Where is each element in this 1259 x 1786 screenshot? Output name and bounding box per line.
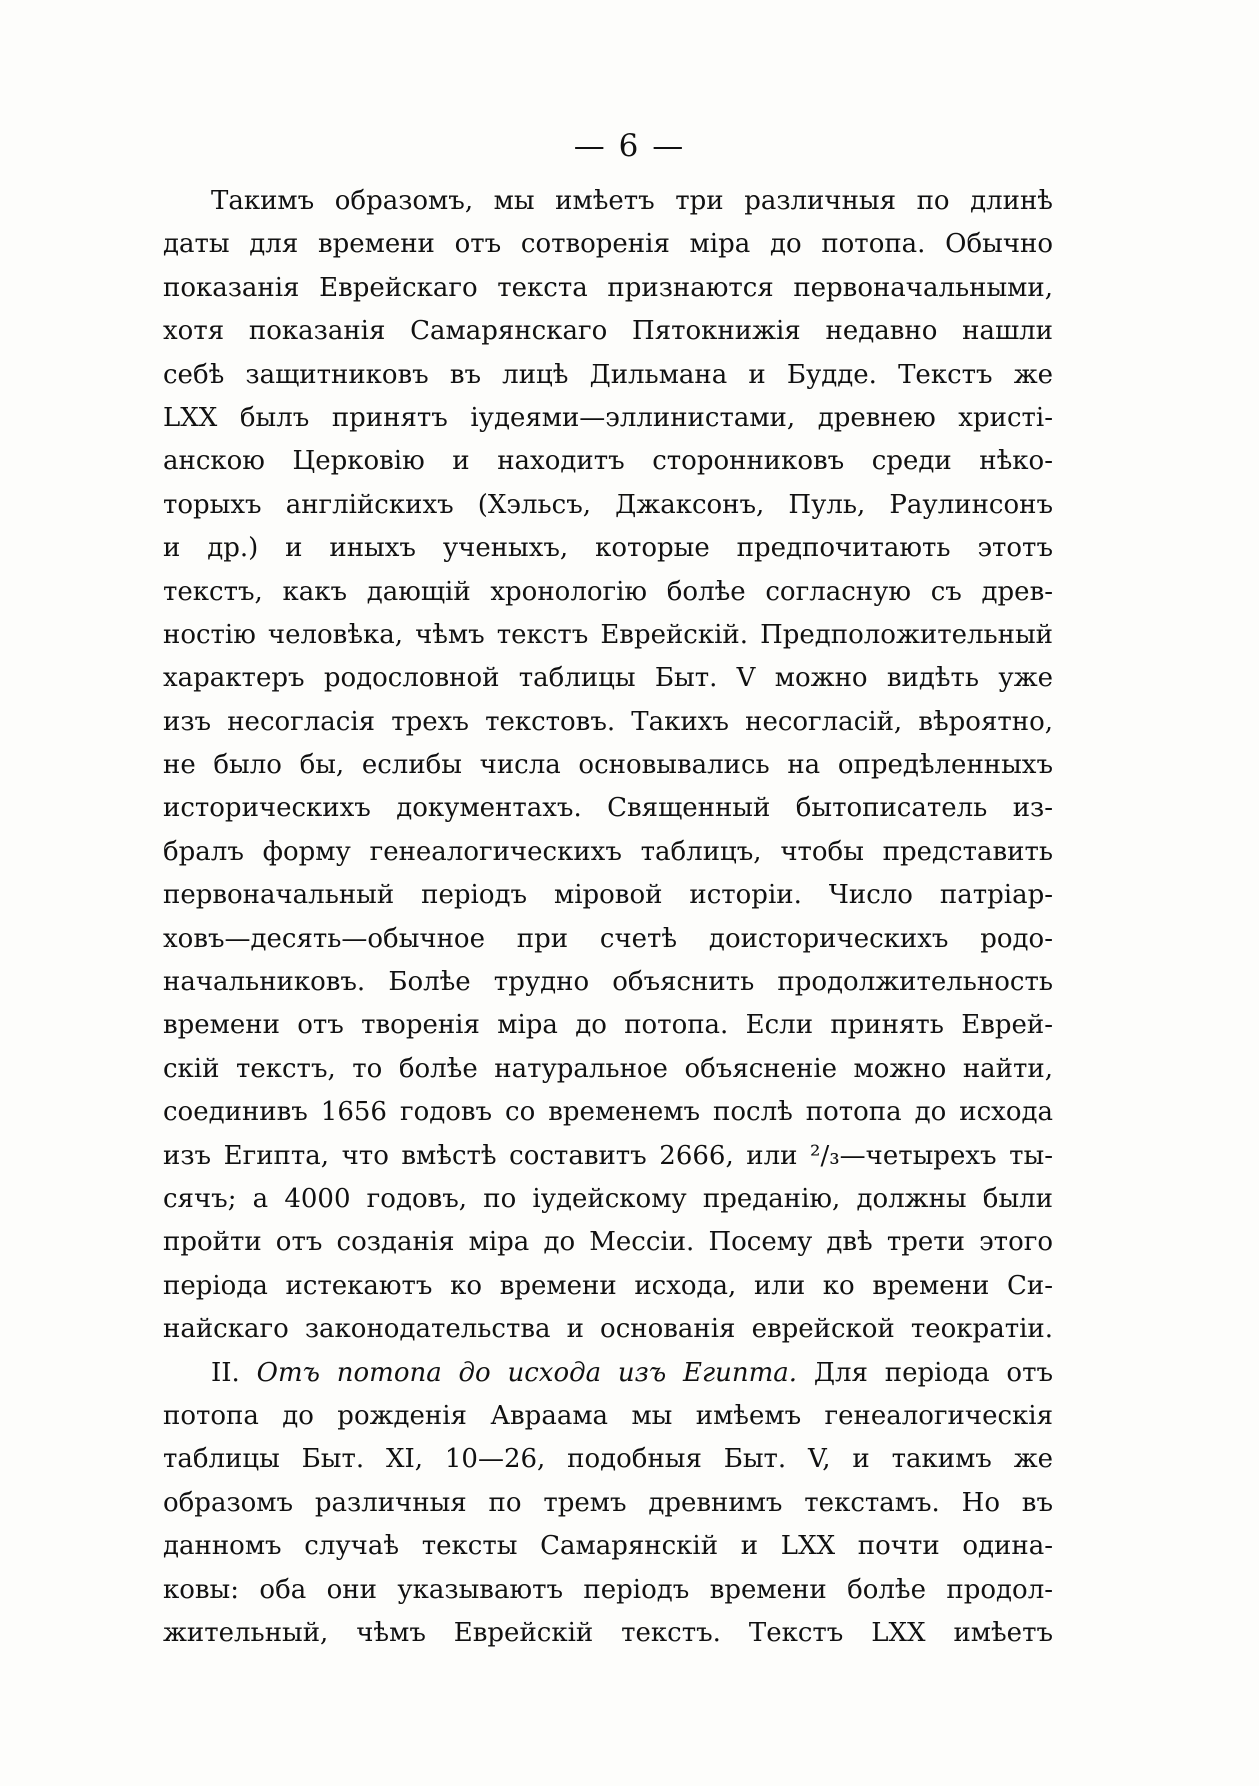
text-line: LXX былъ принятъ іудеями—эллинистами, древнею христі- bbox=[163, 402, 1053, 433]
text-line: потопа до рожденія Авраама мы имѣемъ генеалогическія bbox=[163, 1400, 1053, 1431]
text-line: жительный, чѣмъ Еврейскій текстъ. Текстъ LXX имѣетъ bbox=[163, 1617, 1053, 1648]
text-line: показанія Еврейскаго текста признаются первоначальными, bbox=[163, 272, 1053, 303]
text-line: не было бы, еслибы числа основывались на опредѣленныхъ bbox=[163, 750, 1053, 781]
text-line: и др.) и иныхъ ученыхъ, которые предпочитають этотъ bbox=[163, 533, 1053, 564]
text-line: ховъ—десять—обычное при счетѣ доисторическихъ родо- bbox=[163, 923, 1053, 954]
text-line: даты для времени отъ сотворенія міра до потопа. Обычно bbox=[163, 229, 1053, 260]
text-line: бралъ форму генеалогическихъ таблицъ, чтобы представить bbox=[163, 836, 1053, 867]
text-line: характеръ родословной таблицы Быт. V можно видѣть уже bbox=[163, 663, 1053, 694]
body-text bbox=[163, 180, 1053, 1655]
section-heading-continuation: Для періода отъ bbox=[813, 1357, 1053, 1388]
text-line: періода истекаютъ ко времени исхода, или ко времени Си- bbox=[163, 1270, 1053, 1301]
text-line: анскою Церковію и находитъ сторонниковъ среди нѣко- bbox=[163, 446, 1053, 477]
page-number: — 6 — bbox=[573, 128, 686, 164]
text-line: ностію человѣка, чѣмъ текстъ Еврейскій. Предположительный bbox=[163, 619, 1053, 650]
text-line: данномъ случаѣ тексты Самарянскій и LXX почти одина- bbox=[163, 1531, 1053, 1562]
text-line: начальниковъ. Болѣе трудно объяснить продолжительность bbox=[163, 967, 1053, 998]
text-line: пройти отъ созданія міра до Мессіи. Посему двѣ трети этого bbox=[163, 1227, 1053, 1258]
text-line: скій текстъ, то болѣе натуральное объясненіе можно найти, bbox=[163, 1053, 1053, 1084]
text-line: себѣ защитниковъ въ лицѣ Дильмана и Будде. Текстъ же bbox=[163, 359, 1053, 390]
text-line: текстъ, какъ дающій хронологію болѣе согласную съ древ- bbox=[163, 576, 1053, 607]
section-number: II. bbox=[211, 1357, 240, 1388]
text-line: изъ несогласія трехъ текстовъ. Такихъ несогласій, вѣроятно, bbox=[163, 706, 1053, 737]
text-line: изъ Египта, что вмѣстѣ составитъ 2666, или ²/₃—четырехъ ты- bbox=[163, 1140, 1053, 1171]
text-line: времени отъ творенія міра до потопа. Если принять Еврей- bbox=[163, 1010, 1053, 1041]
text-line: таблицы Быт. XI, 10—26, подобныя Быт. V, и такимъ же bbox=[163, 1444, 1053, 1475]
text-line: хотя показанія Самарянскаго Пятокнижія недавно нашли bbox=[163, 316, 1053, 347]
text-line: образомъ различныя по тремъ древнимъ текстамъ. Но въ bbox=[163, 1487, 1053, 1518]
text-line: ковы: оба они указываютъ періодъ времени болѣе продол- bbox=[163, 1574, 1053, 1605]
text-line: соединивъ 1656 годовъ со временемъ послѣ потопа до исхода bbox=[163, 1097, 1053, 1128]
text-line: первоначальный періодъ міровой исторіи. Число патріар- bbox=[163, 880, 1053, 911]
text-line: Такимъ образомъ, мы имѣетъ три различныя по длинѣ bbox=[211, 186, 1053, 216]
section-heading-line bbox=[163, 1352, 1053, 1395]
text-line: сячъ; а 4000 годовъ, по іудейскому преданію, должны были bbox=[163, 1183, 1053, 1214]
text-line: торыхъ англійскихъ (Хэльсъ, Джаксонъ, Пуль, Раулинсонъ bbox=[163, 489, 1053, 520]
text-line: историческихъ документахъ. Священный бытописатель из- bbox=[163, 793, 1053, 824]
text-line: найскаго законодательства и основанія еврейской теократіи. bbox=[163, 1314, 1053, 1345]
section-heading: Отъ потопа до исхода изъ Египта. bbox=[256, 1357, 798, 1388]
